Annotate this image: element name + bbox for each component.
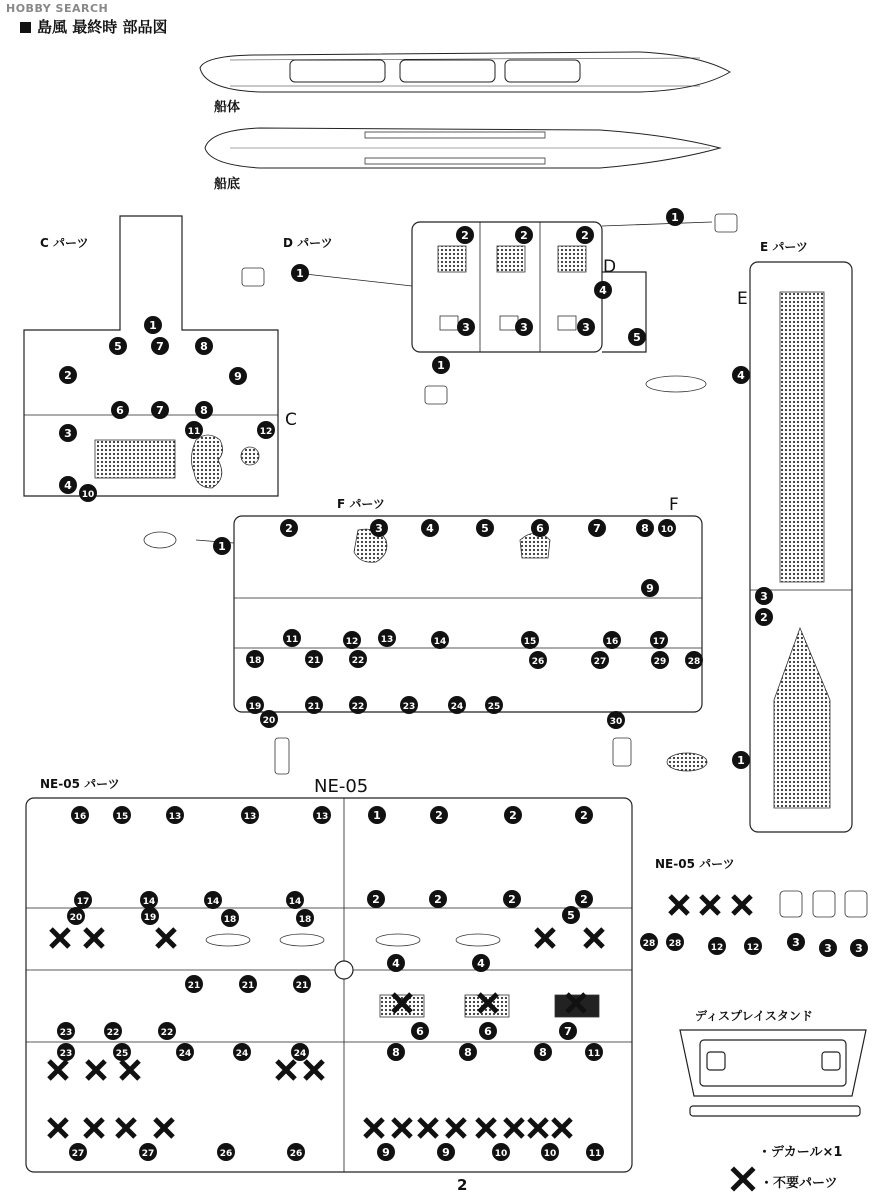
- part-badge-label: 26: [289, 1149, 303, 1159]
- hull-bottom-label: 船底: [214, 177, 241, 192]
- unused-x-mark: [85, 1119, 103, 1137]
- part-badge-label: 27: [593, 657, 607, 667]
- part-badge-label: 28: [668, 939, 682, 949]
- part-badge-label: 19: [248, 702, 262, 712]
- part-badge-label: 24: [235, 1049, 249, 1059]
- part-badge-label: 8: [200, 340, 208, 353]
- part-badge-label: 7: [156, 340, 164, 353]
- legend-unused: ・不要パーツ: [760, 1176, 838, 1191]
- part-badge-label: 12: [345, 637, 359, 647]
- unused-x-mark: [49, 1061, 67, 1079]
- part-badge-label: 2: [760, 611, 768, 624]
- unused-x-mark: [305, 1061, 323, 1079]
- part-badge-label: 14: [288, 897, 302, 907]
- part-badge-label: 2: [372, 893, 380, 906]
- part-badge-label: 22: [106, 1028, 120, 1038]
- part-badge-label: 28: [642, 939, 656, 949]
- part-badge-label: 3: [375, 522, 383, 535]
- part-badge-label: 25: [487, 702, 501, 712]
- part-badge-label: 2: [434, 893, 442, 906]
- part-badge-label: 17: [652, 637, 666, 647]
- part-badge-label: 3: [64, 427, 72, 440]
- part-badge-label: 5: [567, 909, 575, 922]
- unused-x-mark: [121, 1061, 139, 1079]
- part-badge-label: 4: [64, 479, 72, 492]
- part-badge-label: 5: [114, 340, 122, 353]
- part-badge-label: 7: [593, 522, 601, 535]
- part-badge-label: 19: [143, 913, 157, 923]
- part-badge-label: 1: [149, 319, 157, 332]
- part-badge-label: 10: [660, 525, 674, 535]
- part-badge-label: 1: [437, 359, 445, 372]
- part-badge-label: 12: [259, 427, 273, 437]
- part-badge-label: 4: [392, 957, 400, 970]
- c-frame-letter: C: [285, 410, 297, 430]
- part-badge-label: 23: [59, 1049, 73, 1059]
- part-badge-label: 2: [508, 893, 516, 906]
- part-badge-label: 3: [855, 942, 863, 955]
- unused-x-mark: [447, 1119, 465, 1137]
- ne05-left-label: NE-05 パーツ: [40, 777, 120, 791]
- part-badge-label: 22: [351, 656, 365, 666]
- c-parts-label: C パーツ: [40, 236, 89, 250]
- part-badge-label: 18: [223, 915, 237, 925]
- part-badge-label: 9: [234, 370, 242, 383]
- d-frame-letter: D: [603, 257, 617, 277]
- part-badge-label: 29: [653, 657, 667, 667]
- e-parts-label: E パーツ: [760, 240, 808, 254]
- hull-upper-label: 船体: [214, 100, 241, 115]
- unused-x-mark: [85, 929, 103, 947]
- part-badge-label: 3: [462, 321, 470, 334]
- unused-x-mark: [529, 1119, 547, 1137]
- part-badge-label: 11: [588, 1149, 602, 1159]
- part-badge-label: 22: [351, 702, 365, 712]
- part-badge-label: 1: [296, 267, 304, 280]
- part-badge-label: 5: [633, 331, 641, 344]
- part-badge-label: 12: [746, 943, 760, 953]
- part-badge-label: 4: [426, 522, 434, 535]
- unused-x-mark: [505, 1119, 523, 1137]
- unused-x-mark: [536, 929, 554, 947]
- unused-x-mark: [117, 1119, 135, 1137]
- part-badge-label: 15: [115, 812, 129, 822]
- part-badge-label: 16: [605, 637, 619, 647]
- part-badge-label: 9: [442, 1146, 450, 1159]
- part-badge-label: 27: [141, 1149, 155, 1159]
- unused-x-mark: [51, 929, 69, 947]
- part-badge-label: 20: [262, 716, 276, 726]
- legend-unused-icon: [734, 1170, 752, 1188]
- part-badge-label: 2: [64, 369, 72, 382]
- part-badge-label: 4: [599, 284, 607, 297]
- part-badge-label: 3: [760, 590, 768, 603]
- part-badge-label: 23: [402, 702, 416, 712]
- part-badge-label: 11: [587, 1049, 601, 1059]
- part-badge-label: 20: [69, 913, 83, 923]
- part-badge-label: 2: [285, 522, 293, 535]
- unused-x-mark: [701, 896, 719, 914]
- part-badge-label: 6: [536, 522, 544, 535]
- unused-x-mark: [585, 929, 603, 947]
- unused-x-mark: [393, 1119, 411, 1137]
- ne05-frame: [26, 798, 632, 1172]
- part-badge-label: 6: [484, 1025, 492, 1038]
- part-badge-label: 21: [307, 702, 321, 712]
- watermark: HOBBY SEARCH: [6, 2, 109, 15]
- display-stand: [680, 1030, 866, 1116]
- d-frame: [305, 222, 712, 352]
- part-badge-label: 8: [392, 1046, 400, 1059]
- page-number: 2: [457, 1176, 468, 1194]
- display-stand-label: ディスプレイスタンド: [695, 1009, 813, 1023]
- unused-x-mark: [157, 929, 175, 947]
- part-badge-label: 13: [168, 812, 182, 822]
- part-badge-label: 2: [580, 809, 588, 822]
- part-badge-label: 7: [564, 1025, 572, 1038]
- part-badge-label: 6: [116, 404, 124, 417]
- part-badge-label: 10: [81, 490, 95, 500]
- part-badge-label: 14: [142, 897, 156, 907]
- part-badge-label: 30: [609, 717, 623, 727]
- ne05-right-label: NE-05 パーツ: [655, 857, 735, 871]
- unused-x-mark: [277, 1061, 295, 1079]
- part-badge-label: 16: [73, 812, 87, 822]
- part-badge-label: 22: [160, 1028, 174, 1038]
- part-badge-label: 12: [710, 943, 724, 953]
- e-frame-letter: E: [737, 289, 748, 309]
- part-badge-label: 3: [582, 321, 590, 334]
- part-badge-label: 8: [464, 1046, 472, 1059]
- part-badge-label: 4: [477, 957, 485, 970]
- unused-x-mark: [87, 1061, 105, 1079]
- part-badge-label: 1: [737, 754, 745, 767]
- part-badge-label: 1: [373, 809, 381, 822]
- hull-upper: [200, 52, 730, 92]
- part-badge-label: 2: [581, 229, 589, 242]
- part-badge-label: 8: [641, 522, 649, 535]
- part-badge-label: 3: [520, 321, 528, 334]
- part-badge-label: 26: [531, 657, 545, 667]
- part-badge-label: 10: [494, 1149, 508, 1159]
- unused-x-mark: [419, 1119, 437, 1137]
- part-badge-label: 10: [543, 1149, 557, 1159]
- part-badge-label: 14: [433, 637, 447, 647]
- unused-x-mark: [670, 896, 688, 914]
- part-badge-label: 4: [737, 369, 745, 382]
- part-badge-label: 24: [450, 702, 464, 712]
- part-badge-label: 3: [792, 936, 800, 949]
- part-badge-label: 9: [646, 582, 654, 595]
- part-badge-label: 13: [315, 812, 329, 822]
- unused-x-mark: [553, 1119, 571, 1137]
- part-badge-label: 2: [509, 809, 517, 822]
- part-badge-label: 7: [156, 404, 164, 417]
- part-badge-label: 5: [481, 522, 489, 535]
- unused-x-mark: [733, 896, 751, 914]
- unused-x-mark: [477, 1119, 495, 1137]
- ne05-frame-letter: NE-05: [314, 776, 369, 797]
- f-frame-letter: F: [669, 495, 679, 515]
- part-badge-label: 8: [539, 1046, 547, 1059]
- part-badge-label: 3: [824, 942, 832, 955]
- part-badge-label: 15: [523, 637, 537, 647]
- part-badge-label: 26: [219, 1149, 233, 1159]
- f-frame: [196, 516, 702, 712]
- d-parts-label: D パーツ: [283, 236, 333, 250]
- unused-x-mark: [365, 1119, 383, 1137]
- unused-x-mark: [155, 1119, 173, 1137]
- part-badge-label: 13: [243, 812, 257, 822]
- unused-x-mark: [49, 1119, 67, 1137]
- part-badge-label: 8: [200, 404, 208, 417]
- part-badge-label: 1: [671, 211, 679, 224]
- part-number-badges: [57, 208, 868, 1161]
- part-badge-label: 25: [115, 1049, 129, 1059]
- part-badge-label: 11: [285, 635, 299, 645]
- part-badge-label: 2: [580, 893, 588, 906]
- part-badge-label: 18: [298, 915, 312, 925]
- part-badge-label: 18: [248, 656, 262, 666]
- part-badge-label: 21: [241, 981, 255, 991]
- part-badge-label: 21: [295, 981, 309, 991]
- hull-bottom: [205, 128, 720, 168]
- legend-decal: ・デカール×1: [758, 1145, 843, 1160]
- part-badge-label: 27: [71, 1149, 85, 1159]
- title-text: 島風 最終時 部品図: [37, 18, 168, 36]
- part-badge-label: 23: [59, 1028, 73, 1038]
- part-badge-label: 17: [76, 897, 90, 907]
- f-parts: [144, 529, 631, 774]
- part-badge-label: 11: [187, 427, 201, 437]
- part-badge-label: 2: [461, 229, 469, 242]
- part-badge-label: 2: [520, 229, 528, 242]
- part-badge-label: 21: [187, 981, 201, 991]
- part-badge-label: 2: [435, 809, 443, 822]
- f-parts-label: F パーツ: [337, 497, 385, 511]
- part-badge-label: 9: [382, 1146, 390, 1159]
- part-badge-label: 24: [293, 1049, 307, 1059]
- part-badge-label: 21: [307, 656, 321, 666]
- part-badge-label: 6: [416, 1025, 424, 1038]
- part-badge-label: 28: [687, 657, 701, 667]
- part-badge-label: 14: [206, 897, 220, 907]
- part-badge-label: 13: [380, 635, 394, 645]
- part-badge-label: 24: [178, 1049, 192, 1059]
- part-badge-label: 1: [218, 540, 226, 553]
